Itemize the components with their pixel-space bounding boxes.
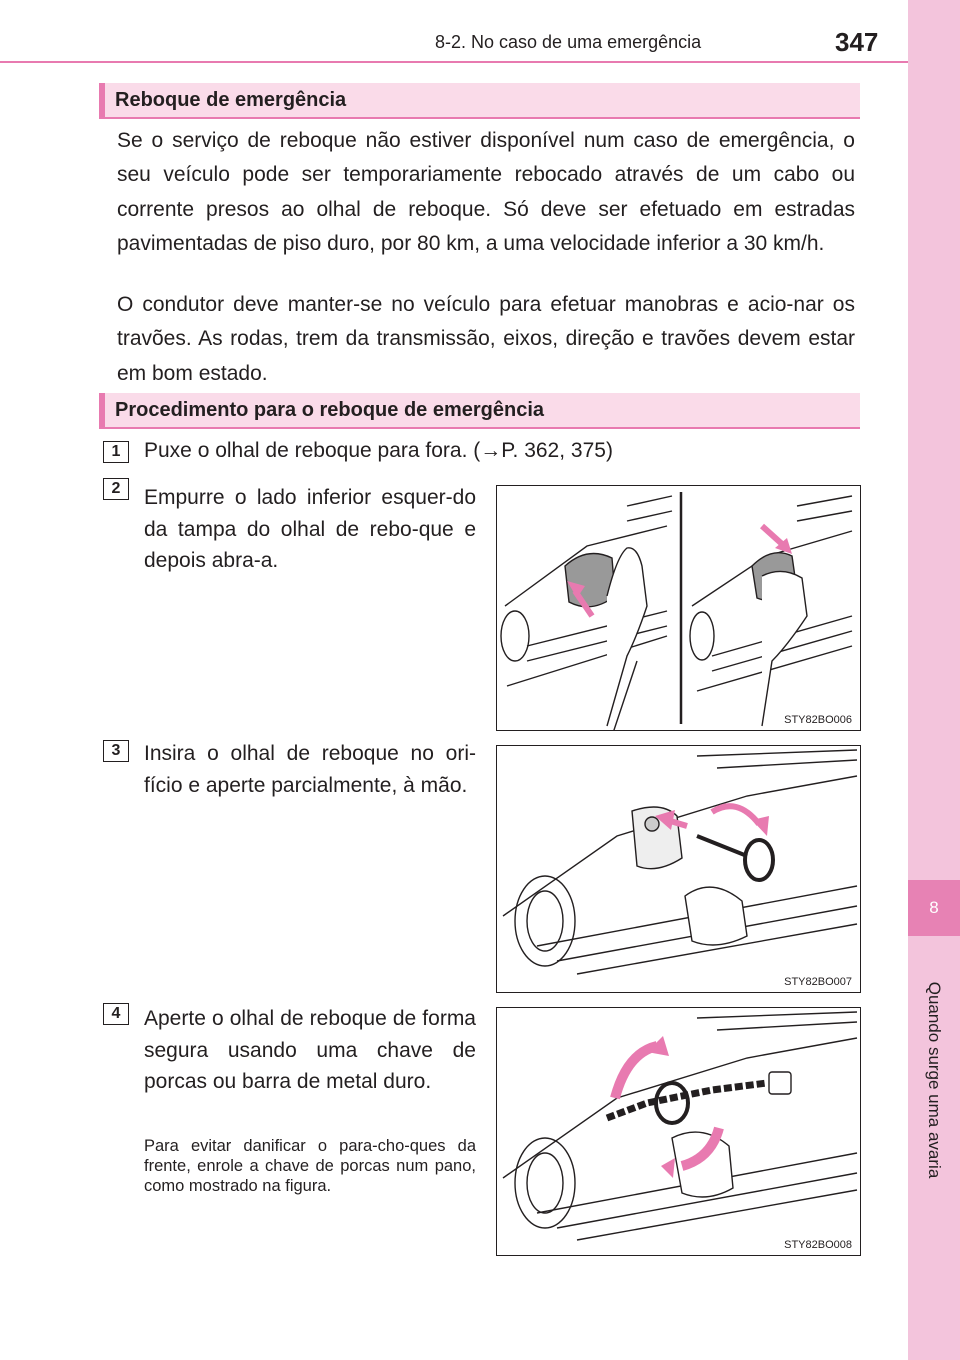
step-number-badge: 3 <box>103 740 129 762</box>
section-heading-bar <box>99 393 860 429</box>
figure-code: STY82BO008 <box>784 1239 852 1251</box>
figure-tighten-eyelet <box>496 1007 861 1256</box>
step-text: Puxe o olhal de reboque para fora. (→P. 362, 375) <box>144 439 613 462</box>
figure-illustration <box>497 486 861 731</box>
figure-code: STY82BO007 <box>784 976 852 988</box>
step-text: Aperte o olhal de reboque de forma segura usando uma chave de porcas ou barra de metal duro. <box>144 1007 476 1093</box>
header-rule <box>0 61 908 63</box>
step-text: Empurre o lado inferior esquer-do da tampa do olhal de rebo-que e depois abra-a. <box>144 486 476 572</box>
section-title: Procedimento para o reboque de emergência <box>115 399 545 421</box>
figure-insert-eyelet <box>496 745 861 993</box>
chapter-title-vertical: Quando surge uma avaria <box>925 981 944 1179</box>
running-header: 8-2. No caso de uma emergência <box>435 32 702 52</box>
page-number: 347 <box>835 27 879 57</box>
figure-open-cover <box>496 485 861 731</box>
figure-code: STY82BO006 <box>784 714 852 726</box>
step-number-badge: 4 <box>103 1003 129 1025</box>
step-number-badge: 1 <box>103 441 129 463</box>
body-paragraph: Se o serviço de reboque não estiver disponível num caso de emergência, o seu veículo pode ser temporariamente rebocado através de um cabo ou corrente presos ao olhal de reboque. Só deve ser efetuado em estradas pavimentadas de piso duro, por 80 km, a uma velocidade inferior a 30 km/h. <box>117 129 855 256</box>
section-heading-bar <box>99 83 860 119</box>
step-note: Para evitar danificar o para-cho-ques da frente, enrole a chave de porcas num pano, como mostrado na figura. <box>144 1137 476 1195</box>
section-title: Reboque de emergência <box>115 89 347 111</box>
step-number-badge: 2 <box>103 478 129 500</box>
step-text: Insira o olhal de reboque no ori-fício e aperte parcialmente, à mão. <box>144 742 476 797</box>
body-paragraph: O condutor deve manter-se no veículo para efetuar manobras e acio-nar os travões. As rodas, trem da transmissão, eixos, direção e travões devem estar em bom estado. <box>117 293 855 385</box>
figure-illustration <box>497 746 861 993</box>
figure-illustration <box>497 1008 861 1256</box>
chapter-number-box <box>908 880 960 936</box>
chapter-number: 8 <box>929 898 939 917</box>
